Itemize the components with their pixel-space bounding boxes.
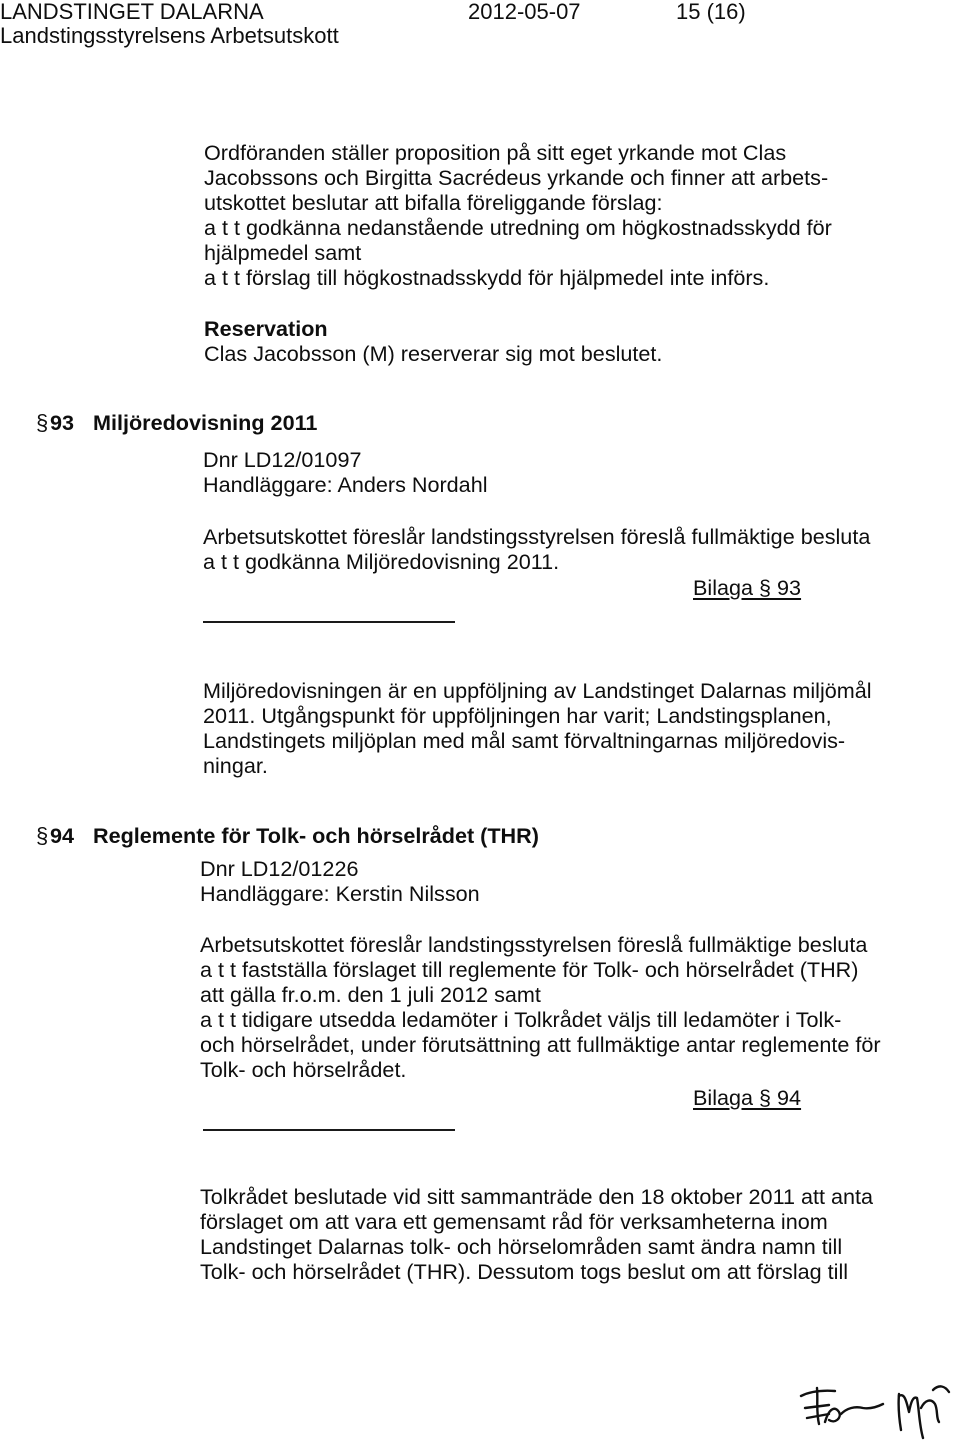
paragraph-line: Tolk- och hörselrådet (THR). Dessutom togs beslut om att förslag till	[200, 1259, 849, 1284]
paragraph-line: Arbetsutskottet föreslår landstingsstyrelsen föreslå fullmäktige besluta	[203, 524, 871, 549]
header-committee: Landstingsstyrelsens Arbetsutskott	[0, 23, 339, 48]
section-title: Miljöredovisning 2011	[93, 410, 318, 435]
header-date: 2012-05-07	[468, 0, 581, 24]
paragraph-line: a t t godkänna nedanstående utredning om högkostnadsskydd för	[204, 215, 832, 240]
section-symbol: §	[36, 823, 49, 848]
section-symbol: §	[36, 410, 49, 435]
paragraph-line: Tolk- och hörselrådet.	[200, 1057, 407, 1082]
paragraph-line: 2011. Utgångspunkt för uppföljningen har varit; Landstingsplanen,	[203, 703, 832, 728]
section-number: 94	[50, 823, 75, 848]
paragraph-line: Landstinget Dalarnas tolk- och hörselområden samt ändra namn till	[200, 1234, 843, 1259]
paragraph-line: Tolkrådet beslutade vid sitt sammanträde den 18 oktober 2011 att anta	[200, 1184, 874, 1209]
paragraph-line: utskottet beslutar att bifalla föreliggande förslag:	[204, 190, 663, 215]
section-number: 93	[50, 410, 75, 435]
paragraph-line: och hörselrådet, under förutsättning att fullmäktige antar reglemente för	[200, 1032, 881, 1057]
case-handler: Handläggare: Kerstin Nilsson	[200, 881, 480, 906]
section-title: Reglemente för Tolk- och hörselrådet (THR)	[93, 823, 539, 848]
attachment-reference: Bilaga § 93	[693, 575, 802, 600]
paragraph-line: hjälpmedel samt	[204, 240, 362, 265]
section-meta	[203, 447, 488, 497]
proposal-paragraph	[200, 932, 881, 1082]
paragraph-line: a t t godkänna Miljöredovisning 2011.	[203, 549, 560, 574]
section-heading-93	[0, 410, 960, 436]
paragraph-line: Landstingets miljöplan med mål samt förvaltningarnas miljöredovis-	[203, 728, 846, 753]
section-heading-94	[0, 823, 960, 849]
header-organization: LANDSTINGET DALARNA	[0, 0, 264, 24]
reservation-heading: Reservation	[204, 316, 328, 341]
body-paragraph	[203, 678, 872, 778]
reservation-block	[204, 316, 662, 366]
paragraph-line: a t t fastställa förslaget till reglemente för Tolk- och hörselrådet (THR)	[200, 957, 859, 982]
body-paragraph	[200, 1184, 873, 1284]
paragraph-line: Miljöredovisningen är en uppföljning av Landstinget Dalarnas miljömål	[203, 678, 872, 703]
paragraph-line: Arbetsutskottet föreslår landstingsstyrelsen föreslå fullmäktige besluta	[200, 932, 868, 957]
paragraph-line: Ordföranden ställer proposition på sitt eget yrkande mot Clas	[204, 140, 787, 165]
intro-paragraph	[204, 140, 832, 290]
paragraph-line: a t t tidigare utsedda ledamöter i Tolkrådet väljs till ledamöter i Tolk-	[200, 1007, 842, 1032]
dnr-number: Dnr LD12/01097	[203, 447, 362, 472]
paragraph-line: Jacobssons och Birgitta Sacrédeus yrkande och finner att arbets-	[204, 165, 829, 190]
horizontal-rule	[203, 1129, 455, 1131]
dnr-number: Dnr LD12/01226	[200, 856, 359, 881]
reservation-text: Clas Jacobsson (M) reserverar sig mot beslutet.	[204, 341, 663, 366]
paragraph-line: att gälla fr.o.m. den 1 juli 2012 samt	[200, 982, 541, 1007]
horizontal-rule	[203, 621, 455, 623]
case-handler: Handläggare: Anders Nordahl	[203, 472, 488, 497]
handwritten-initials	[795, 1378, 955, 1442]
section-meta	[200, 856, 480, 906]
paragraph-line: a t t förslag till högkostnadsskydd för hjälpmedel inte införs.	[204, 265, 770, 290]
paragraph-line: förslaget om att vara ett gemensamt råd för verksamheterna inom	[200, 1209, 828, 1234]
paragraph-line: ningar.	[203, 753, 268, 778]
header-page-number: 15 (16)	[676, 0, 746, 24]
proposal-paragraph	[203, 524, 870, 574]
attachment-reference: Bilaga § 94	[693, 1085, 802, 1110]
